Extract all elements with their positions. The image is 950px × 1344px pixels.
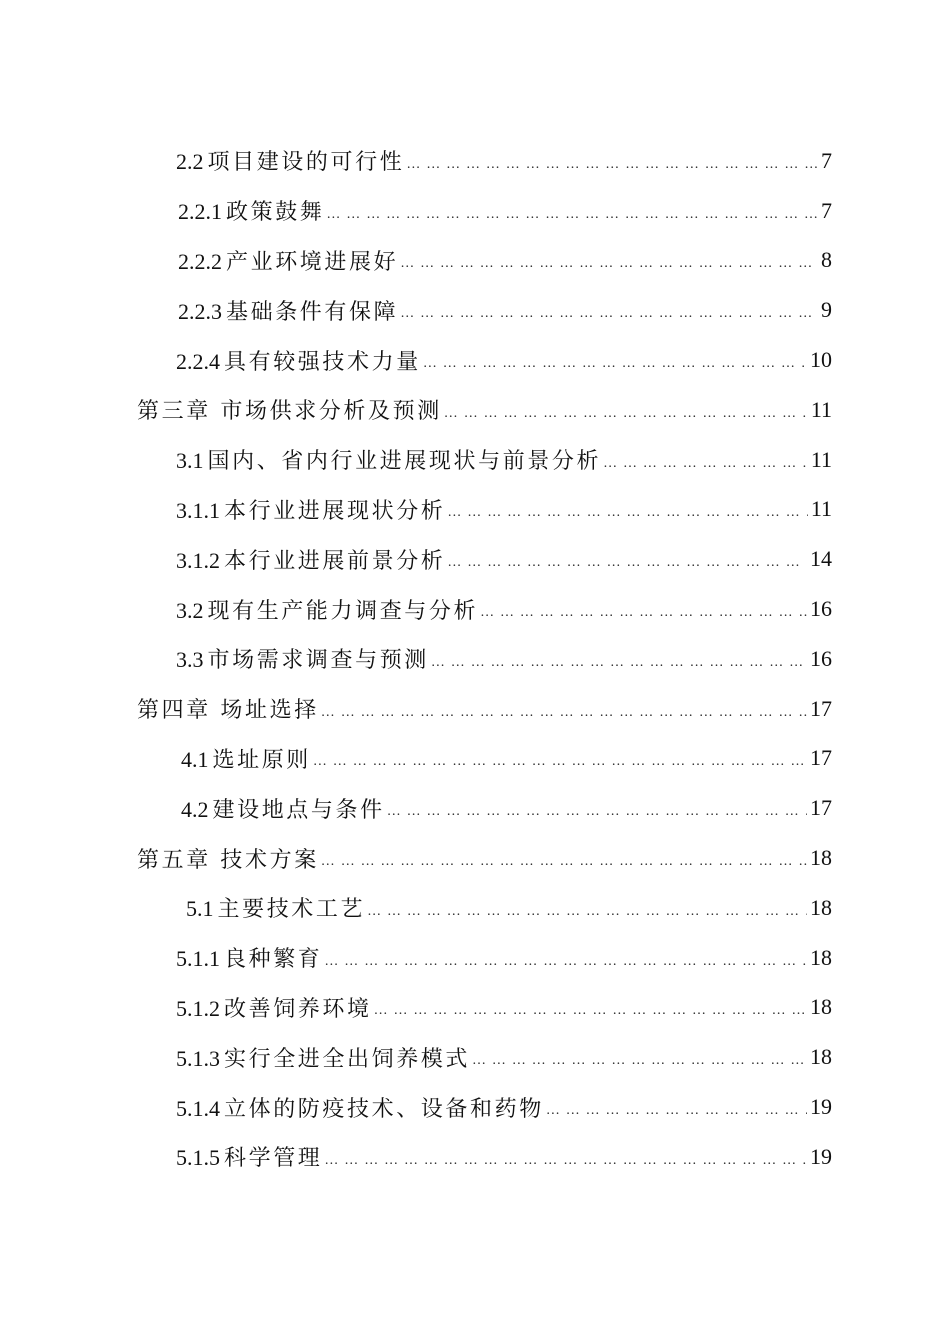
toc-entry-title: 3.1.1 本行业进展现状分析 <box>176 497 446 524</box>
toc-entry[interactable] <box>0 584 832 634</box>
toc-entry-title: 5.1.2 改善饲养环境 <box>176 995 372 1022</box>
toc-entry-title: 3.3 市场需求调查与预测 <box>176 647 429 674</box>
toc-page-number: 19 <box>810 1094 832 1120</box>
table-of-contents <box>0 136 950 1182</box>
toc-chapter-entry[interactable] <box>0 833 832 883</box>
toc-page-number: 18 <box>810 1044 832 1070</box>
toc-leader-dots <box>472 1053 807 1069</box>
toc-leader-dots <box>400 256 818 272</box>
toc-leader-dots <box>367 904 807 920</box>
toc-page-number: 9 <box>821 297 832 323</box>
toc-entry-title: 2.2.3 基础条件有保障 <box>178 298 399 325</box>
toc-page-number: 17 <box>810 745 832 771</box>
toc-page-number: 16 <box>810 596 832 622</box>
toc-leader-dots <box>423 356 807 372</box>
toc-entry[interactable] <box>0 634 832 684</box>
toc-page-number: 7 <box>821 197 832 223</box>
toc-entry[interactable] <box>0 783 832 833</box>
toc-entry[interactable] <box>0 534 832 584</box>
toc-page-number: 11 <box>810 446 832 472</box>
toc-page-number: 11 <box>810 496 832 522</box>
toc-leader-dots <box>444 406 808 422</box>
toc-entry-title: 2.2.2 产业环境进展好 <box>178 248 399 275</box>
toc-entry[interactable] <box>0 883 832 933</box>
toc-entry-title: 4.1 选址原则 <box>181 746 311 773</box>
toc-page-number: 7 <box>821 147 832 173</box>
toc-entry-title: 第三章 市场供求分析及预测 <box>137 399 442 425</box>
toc-entry[interactable] <box>0 236 832 286</box>
toc-page-number: 8 <box>821 247 832 273</box>
toc-page-number: 14 <box>810 546 832 572</box>
toc-entry[interactable] <box>0 1032 832 1082</box>
toc-entry[interactable] <box>0 285 832 335</box>
toc-entry[interactable] <box>0 186 832 236</box>
toc-entry[interactable] <box>0 734 832 784</box>
toc-page-number: 18 <box>810 894 832 920</box>
toc-entry-title: 2.2 项目建设的可行性 <box>176 149 405 176</box>
toc-entry-title: 5.1.4 立体的防疫技术、设备和药物 <box>176 1095 544 1122</box>
toc-entry-title: 3.1.2 本行业进展前景分析 <box>176 547 446 574</box>
toc-leader-dots <box>374 1003 807 1019</box>
toc-entry-title: 5.1.3 实行全进全出饲养模式 <box>176 1045 471 1072</box>
toc-leader-dots <box>321 705 807 721</box>
toc-entry[interactable] <box>0 983 832 1033</box>
toc-leader-dots <box>324 1153 807 1169</box>
toc-leader-dots <box>447 555 807 571</box>
toc-entry-title: 2.2.4 具有较强技术力量 <box>176 348 421 375</box>
toc-page-number: 17 <box>810 795 832 821</box>
toc-entry-title: 4.2 建设地点与条件 <box>181 796 385 823</box>
toc-entry-title: 第四章 场址选择 <box>137 698 319 724</box>
toc-entry-title: 第五章 技术方案 <box>137 847 319 873</box>
toc-page-number: 16 <box>810 645 832 671</box>
toc-leader-dots <box>400 306 818 322</box>
toc-leader-dots <box>326 207 818 223</box>
toc-page-number: 18 <box>810 994 832 1020</box>
toc-entry[interactable] <box>0 136 832 186</box>
toc-entry-title: 3.1 国内、省内行业进展现状与前景分析 <box>176 448 602 475</box>
toc-entry-title: 3.2 现有生产能力调查与分析 <box>176 597 479 624</box>
toc-leader-dots <box>447 505 807 521</box>
toc-leader-dots <box>321 854 807 870</box>
toc-entry[interactable] <box>0 485 832 535</box>
toc-page-number: 18 <box>810 944 832 970</box>
toc-entry[interactable] <box>0 1082 832 1132</box>
toc-entry[interactable] <box>0 335 832 385</box>
toc-page-number: 11 <box>810 396 832 422</box>
toc-entry-title: 5.1.5 科学管理 <box>176 1145 323 1172</box>
toc-page-number: 19 <box>810 1143 832 1169</box>
toc-leader-dots <box>431 655 807 671</box>
toc-entry[interactable] <box>0 435 832 485</box>
toc-entry-title: 5.1.1 良种繁育 <box>176 946 323 973</box>
toc-leader-dots <box>480 605 807 621</box>
toc-chapter-entry[interactable] <box>0 684 832 734</box>
toc-entry[interactable] <box>0 933 832 983</box>
toc-page-number: 10 <box>810 347 832 373</box>
toc-leader-dots <box>603 456 808 472</box>
toc-entry-title: 5.1 主要技术工艺 <box>186 896 366 923</box>
toc-leader-dots <box>387 804 807 820</box>
toc-leader-dots <box>313 754 807 770</box>
toc-page-number: 17 <box>810 695 832 721</box>
toc-leader-dots <box>546 1103 807 1119</box>
toc-leader-dots <box>324 954 807 970</box>
toc-entry-title: 2.2.1 政策鼓舞 <box>178 199 325 226</box>
toc-chapter-entry[interactable] <box>0 385 832 435</box>
toc-leader-dots <box>406 157 818 173</box>
toc-page-number: 18 <box>810 845 832 871</box>
toc-entry[interactable] <box>0 1132 832 1182</box>
